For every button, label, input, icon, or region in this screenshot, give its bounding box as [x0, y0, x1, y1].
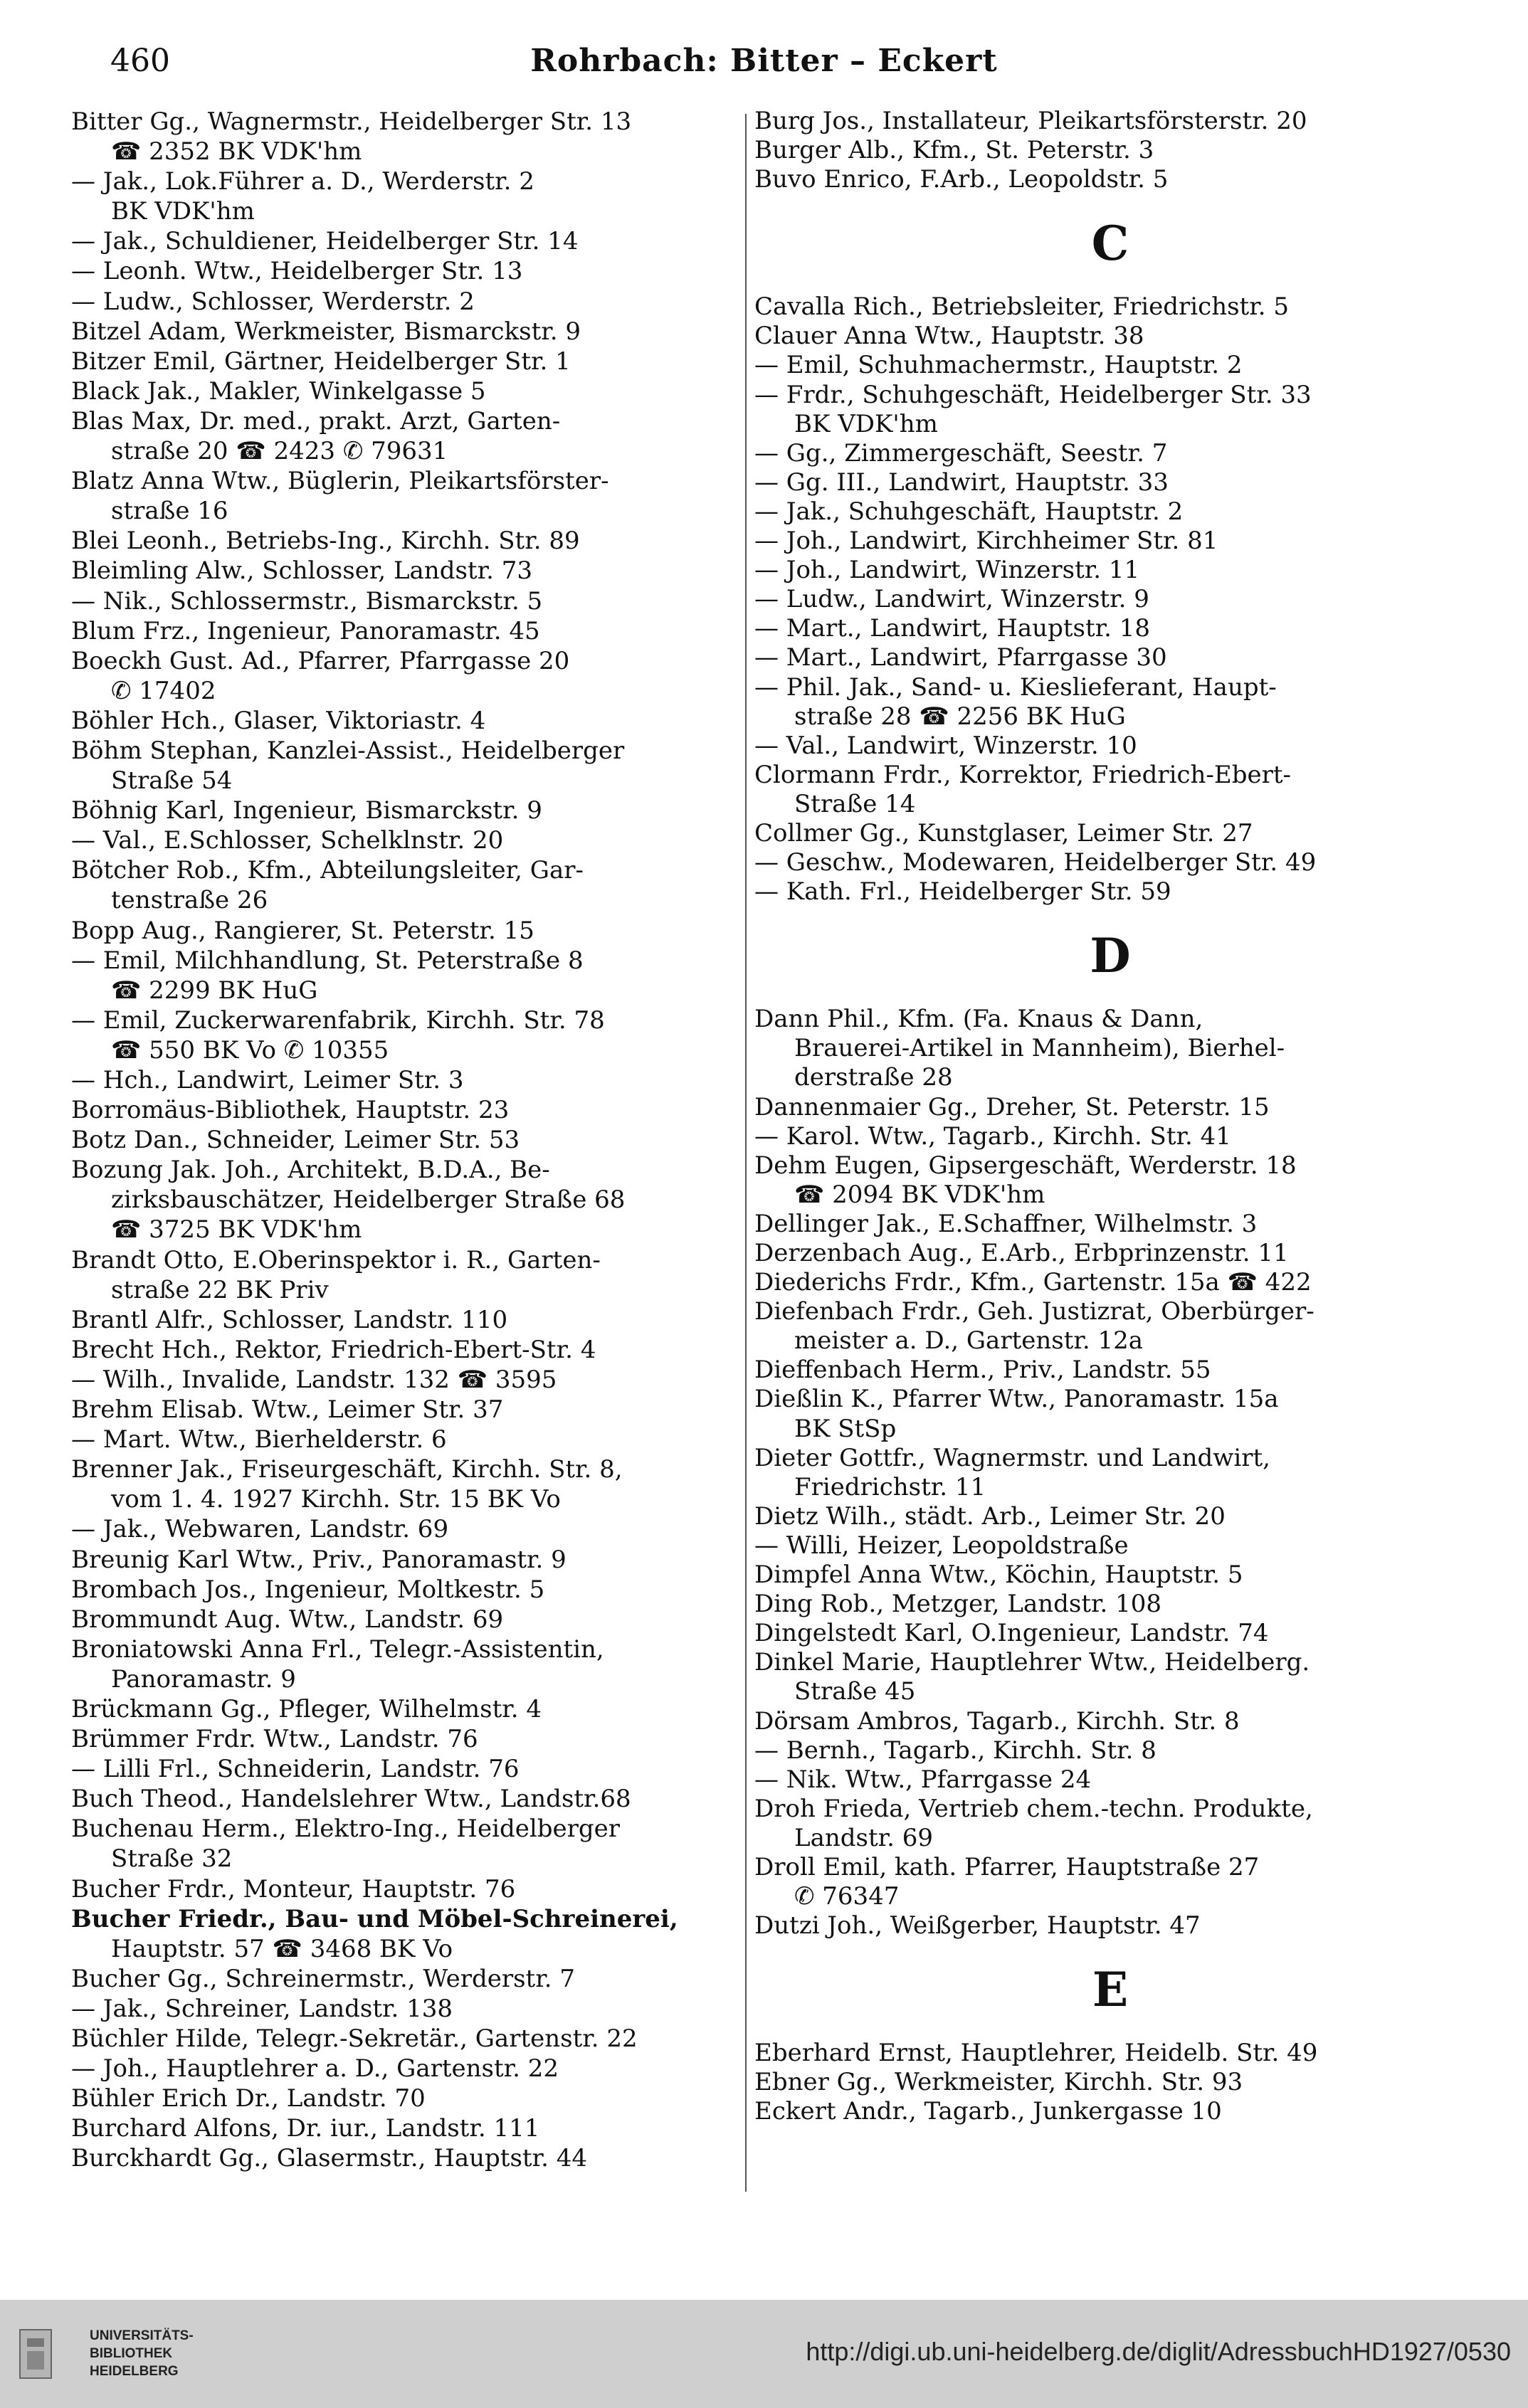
directory-entry: — Emil, Milchhandlung, St. Peterstraße 8: [71, 946, 584, 975]
directory-entry: Straße 32: [111, 1844, 233, 1874]
directory-entry: Dannenmaier Gg., Dreher, St. Peterstr. 15: [754, 1092, 1270, 1121]
directory-entry: — Willi, Heizer, Leopoldstraße: [754, 1531, 1129, 1560]
directory-entry: Bucher Gg., Schreinermstr., Werderstr. 7: [71, 1964, 575, 1993]
directory-entry: — Joh., Landwirt, Kirchheimer Str. 81: [754, 527, 1218, 556]
directory-entry: Buvo Enrico, F.Arb., Leopoldstr. 5: [754, 165, 1169, 194]
directory-entry: Brehm Elisab. Wtw., Leimer Str. 37: [71, 1395, 504, 1425]
directory-entry: — Mart., Landwirt, Hauptstr. 18: [754, 614, 1151, 643]
directory-entry: Borromäus-Bibliothek, Hauptstr. 23: [71, 1096, 510, 1125]
directory-entry: Blei Leonh., Betriebs-Ing., Kirchh. Str. 89: [71, 527, 580, 556]
library-name-line: HEIDELBERG: [90, 2364, 179, 2379]
directory-entry: Burckhardt Gg., Glasermstr., Hauptstr. 44: [71, 2144, 587, 2173]
directory-entry: Black Jak., Makler, Winkelgasse 5: [71, 376, 486, 406]
directory-entry: vom 1. 4. 1927 Kirchh. Str. 15 BK Vo: [111, 1485, 561, 1514]
directory-entry: Burger Alb., Kfm., St. Peterstr. 3: [754, 136, 1154, 165]
directory-entry: — Mart., Landwirt, Pfarrgasse 30: [754, 643, 1167, 672]
directory-entry: — Geschw., Modewaren, Heidelberger Str. 49: [754, 848, 1317, 877]
section-letter-heading: E: [1092, 1962, 1129, 2018]
directory-entry: Bitzel Adam, Werkmeister, Bismarckstr. 9: [71, 317, 581, 346]
directory-entry: Droh Frieda, Vertrieb chem.-techn. Produkte,: [754, 1794, 1313, 1823]
directory-entry: Collmer Gg., Kunstglaser, Leimer Str. 27: [754, 818, 1253, 847]
directory-entry: — Emil, Zuckerwarenfabrik, Kirchh. Str. 78: [71, 1005, 605, 1035]
directory-entry: — Nik. Wtw., Pfarrgasse 24: [754, 1765, 1092, 1794]
directory-entry: Dieffenbach Herm., Priv., Landstr. 55: [754, 1356, 1211, 1385]
directory-entry: — Leonh. Wtw., Heidelberger Str. 13: [71, 257, 523, 286]
directory-entry: ☎ 2352 BK VDK'hm: [111, 137, 362, 167]
directory-entry: Friedrichstr. 11: [794, 1472, 986, 1501]
directory-entry: zirksbauschätzer, Heidelberger Straße 68: [111, 1185, 626, 1215]
directory-entry: Landstr. 69: [794, 1823, 934, 1852]
university-seal-icon: [14, 2325, 57, 2382]
directory-entry: Dellinger Jak., E.Schaffner, Wilhelmstr. 3: [754, 1209, 1258, 1238]
directory-entry: Bucher Friedr., Bau- und Möbel-Schreinerei,: [71, 1904, 678, 1933]
directory-entry: Droll Emil, kath. Pfarrer, Hauptstraße 27: [754, 1852, 1260, 1881]
directory-entry: ☎ 2299 BK HuG: [111, 976, 318, 1005]
directory-entry: Blas Max, Dr. med., prakt. Arzt, Garten-: [71, 406, 561, 435]
directory-entry: — Phil. Jak., Sand- u. Kieslieferant, Haupt-: [754, 672, 1277, 702]
directory-entry: Clauer Anna Wtw., Hauptstr. 38: [754, 322, 1144, 351]
directory-entry: Büchler Hilde, Telegr.-Sekretär., Gartenstr. 22: [71, 2024, 638, 2053]
directory-entry: ☎ 3725 BK VDK'hm: [111, 1215, 362, 1245]
footer-bar: [0, 2300, 1528, 2408]
library-name: [90, 2327, 194, 2380]
directory-entry: BK VDK'hm: [111, 197, 255, 226]
directory-entry: Böhm Stephan, Kanzlei-Assist., Heidelberger: [71, 736, 625, 765]
directory-entry: straße 16: [111, 497, 228, 526]
directory-entry: Blum Frz., Ingenieur, Panoramastr. 45: [71, 616, 540, 645]
directory-entry: Broniatowski Anna Frl., Telegr.-Assistentin,: [71, 1635, 604, 1664]
directory-entry: derstraße 28: [794, 1063, 953, 1092]
directory-entry: Brenner Jak., Friseurgeschäft, Kirchh. Str. 8,: [71, 1455, 623, 1484]
directory-entry: — Jak., Schuhgeschäft, Hauptstr. 2: [754, 497, 1184, 526]
directory-entry: — Mart. Wtw., Bierhelderstr. 6: [71, 1425, 447, 1454]
directory-entry: — Hch., Landwirt, Leimer Str. 3: [71, 1066, 464, 1094]
directory-entry: — Karol. Wtw., Tagarb., Kirchh. Str. 41: [754, 1121, 1231, 1151]
directory-entry: Dieter Gottfr., Wagnermstr. und Landwirt,: [754, 1443, 1270, 1472]
directory-entry: Bozung Jak. Joh., Architekt, B.D.A., Be-: [71, 1156, 550, 1185]
directory-entry: Dießlin K., Pfarrer Wtw., Panoramastr. 15a: [754, 1385, 1279, 1414]
directory-entry: Bühler Erich Dr., Landstr. 70: [71, 2084, 426, 2113]
directory-entry: — Nik., Schlossermstr., Bismarckstr. 5: [71, 586, 543, 616]
directory-entry: Brantl Alfr., Schlosser, Landstr. 110: [71, 1305, 508, 1334]
directory-entry: Ding Rob., Metzger, Landstr. 108: [754, 1590, 1162, 1619]
directory-entry: — Kath. Frl., Heidelberger Str. 59: [754, 877, 1171, 907]
directory-entry: Bötcher Rob., Kfm., Abteilungsleiter, Gar-: [71, 856, 584, 885]
directory-entry: Breunig Karl Wtw., Priv., Panoramastr. 9: [71, 1545, 567, 1574]
directory-entry: — Wilh., Invalide, Landstr. 132 ☎ 3595: [71, 1365, 557, 1394]
directory-entry: Bopp Aug., Rangierer, St. Peterstr. 15: [71, 916, 534, 945]
directory-entry: Bucher Frdr., Monteur, Hauptstr. 76: [71, 1874, 516, 1903]
directory-entry: ☎ 2094 BK VDK'hm: [794, 1180, 1045, 1209]
directory-entry: Eberhard Ernst, Hauptlehrer, Heidelb. Str. 49: [754, 2039, 1318, 2068]
directory-entry: Eckert Andr., Tagarb., Junkergasse 10: [754, 2097, 1222, 2126]
directory-entry: Blatz Anna Wtw., Büglerin, Pleikartsförster-: [71, 467, 609, 496]
directory-entry: BK VDK'hm: [794, 409, 938, 438]
directory-entry: — Ludw., Schlosser, Werderstr. 2: [71, 287, 475, 316]
page-title: Rohrbach: Bitter – Eckert: [530, 43, 998, 79]
page-number: 460: [110, 43, 170, 79]
library-name-line: UNIVERSITÄTS-: [90, 2328, 194, 2343]
directory-entry: ☎ 550 BK Vo ✆ 10355: [111, 1035, 389, 1065]
directory-entry: Brommundt Aug. Wtw., Landstr. 69: [71, 1605, 504, 1634]
directory-entry: Dietz Wilh., städt. Arb., Leimer Str. 20: [754, 1501, 1226, 1531]
directory-entry: — Jak., Lok.Führer a. D., Werderstr. 2: [71, 167, 534, 196]
directory-entry: Bitter Gg., Wagnermstr., Heidelberger Str. 13: [71, 107, 632, 136]
directory-entry: — Jak., Schuldiener, Heidelberger Str. 14: [71, 227, 579, 256]
directory-entry: straße 28 ☎ 2256 BK HuG: [794, 702, 1126, 731]
directory-entry: Böhler Hch., Glaser, Viktoriastr. 4: [71, 706, 486, 735]
directory-entry: — Lilli Frl., Schneiderin, Landstr. 76: [71, 1755, 520, 1784]
directory-entry: Böhnig Karl, Ingenieur, Bismarckstr. 9: [71, 796, 542, 825]
directory-entry: Brauerei-Artikel in Mannheim), Bierhel-: [794, 1034, 1285, 1063]
directory-entry: — Ludw., Landwirt, Winzerstr. 9: [754, 585, 1149, 614]
directory-entry: meister a. D., Gartenstr. 12a: [794, 1326, 1144, 1356]
directory-entry: — Joh., Hauptlehrer a. D., Gartenstr. 22: [71, 2054, 559, 2084]
directory-entry: Brümmer Frdr. Wtw., Landstr. 76: [71, 1725, 478, 1754]
directory-entry: — Val., E.Schlosser, Schelklnstr. 20: [71, 826, 504, 855]
section-letter-heading: C: [1091, 216, 1129, 272]
left-column: [71, 107, 729, 2173]
page-header: [0, 43, 1528, 100]
directory-entry: straße 20 ☎ 2423 ✆ 79631: [111, 437, 448, 466]
directory-entry: Burchard Alfons, Dr. iur., Landstr. 111: [71, 2114, 540, 2143]
source-url-link[interactable]: http://digi.ub.uni-heidelberg.de/diglit/AdressbuchHD1927/0530: [806, 2337, 1511, 2366]
directory-entry: Straße 45: [794, 1677, 916, 1706]
directory-entry: Burg Jos., Installateur, Pleikartsförsterstr. 20: [754, 107, 1307, 135]
directory-entry: Dann Phil., Kfm. (Fa. Knaus & Dann,: [754, 1005, 1203, 1034]
directory-entry: Diefenbach Frdr., Geh. Justizrat, Oberbürger-: [754, 1297, 1314, 1326]
directory-entry: — Gg. III., Landwirt, Hauptstr. 33: [754, 468, 1169, 497]
directory-entry: — Jak., Webwaren, Landstr. 69: [71, 1515, 449, 1544]
directory-entry: — Emil, Schuhmachermstr., Hauptstr. 2: [754, 351, 1243, 380]
directory-entry: Brückmann Gg., Pfleger, Wilhelmstr. 4: [71, 1694, 542, 1723]
directory-entry: Brecht Hch., Rektor, Friedrich-Ebert-Str. 4: [71, 1335, 596, 1364]
directory-entry: ✆ 76347: [794, 1882, 900, 1911]
directory-entry: Buchenau Herm., Elektro-Ing., Heidelberger: [71, 1815, 620, 1844]
directory-entry: Buch Theod., Handelslehrer Wtw., Landstr.68: [71, 1785, 631, 1814]
directory-entry: Ebner Gg., Werkmeister, Kirchh. Str. 93: [754, 2068, 1243, 2097]
directory-entry: Dinkel Marie, Hauptlehrer Wtw., Heidelberg.: [754, 1648, 1310, 1677]
directory-entry: Clormann Frdr., Korrektor, Friedrich-Ebert-: [754, 760, 1291, 789]
directory-entry: Dörsam Ambros, Tagarb., Kirchh. Str. 8: [754, 1706, 1240, 1736]
directory-entry: Brandt Otto, E.Oberinspektor i. R., Garten-: [71, 1245, 601, 1274]
column-divider: [745, 114, 747, 2192]
directory-entry: Brombach Jos., Ingenieur, Moltkestr. 5: [71, 1575, 545, 1604]
directory-entry: Dehm Eugen, Gipsergeschäft, Werderstr. 18: [754, 1151, 1297, 1180]
directory-entry: Derzenbach Aug., E.Arb., Erbprinzenstr. 11: [754, 1239, 1289, 1267]
directory-entry: — Val., Landwirt, Winzerstr. 10: [754, 731, 1137, 760]
directory-entry: Bleimling Alw., Schlosser, Landstr. 73: [71, 556, 532, 586]
directory-entry: — Bernh., Tagarb., Kirchh. Str. 8: [754, 1736, 1156, 1765]
right-column: [754, 107, 1466, 2127]
directory-entry: — Joh., Landwirt, Winzerstr. 11: [754, 556, 1140, 585]
directory-entry: BK StSp: [794, 1414, 897, 1443]
directory-entry: Diederichs Frdr., Kfm., Gartenstr. 15a ☎ 422: [754, 1268, 1312, 1297]
directory-entry: ✆ 17402: [111, 676, 216, 705]
directory-entry: Cavalla Rich., Betriebsleiter, Friedrichstr. 5: [754, 292, 1289, 322]
directory-entry: tenstraße 26: [111, 886, 268, 915]
library-name-line: BIBLIOTHEK: [90, 2346, 173, 2361]
directory-entry: Panoramastr. 9: [111, 1664, 296, 1694]
directory-entry: Botz Dan., Schneider, Leimer Str. 53: [71, 1126, 520, 1155]
directory-entry: Dimpfel Anna Wtw., Köchin, Hauptstr. 5: [754, 1561, 1243, 1590]
directory-entry: Bitzer Emil, Gärtner, Heidelberger Str. 1: [71, 347, 571, 376]
directory-entry: straße 22 BK Priv: [111, 1275, 329, 1304]
section-letter-heading: D: [1090, 928, 1131, 984]
directory-entry: Dutzi Joh., Weißgerber, Hauptstr. 47: [754, 1911, 1201, 1940]
directory-entry: Dingelstedt Karl, O.Ingenieur, Landstr. 74: [754, 1619, 1269, 1648]
directory-entry: — Gg., Zimmergeschäft, Seestr. 7: [754, 438, 1168, 468]
directory-entry: Hauptstr. 57 ☎ 3468 BK Vo: [111, 1934, 453, 1963]
directory-entry: — Frdr., Schuhgeschäft, Heidelberger Str. 33: [754, 380, 1312, 409]
directory-entry: Straße 54: [111, 766, 233, 796]
directory-entry: Boeckh Gust. Ad., Pfarrer, Pfarrgasse 20: [71, 646, 570, 675]
directory-entry: Straße 14: [794, 789, 916, 818]
directory-entry: — Jak., Schreiner, Landstr. 138: [71, 1994, 453, 2023]
